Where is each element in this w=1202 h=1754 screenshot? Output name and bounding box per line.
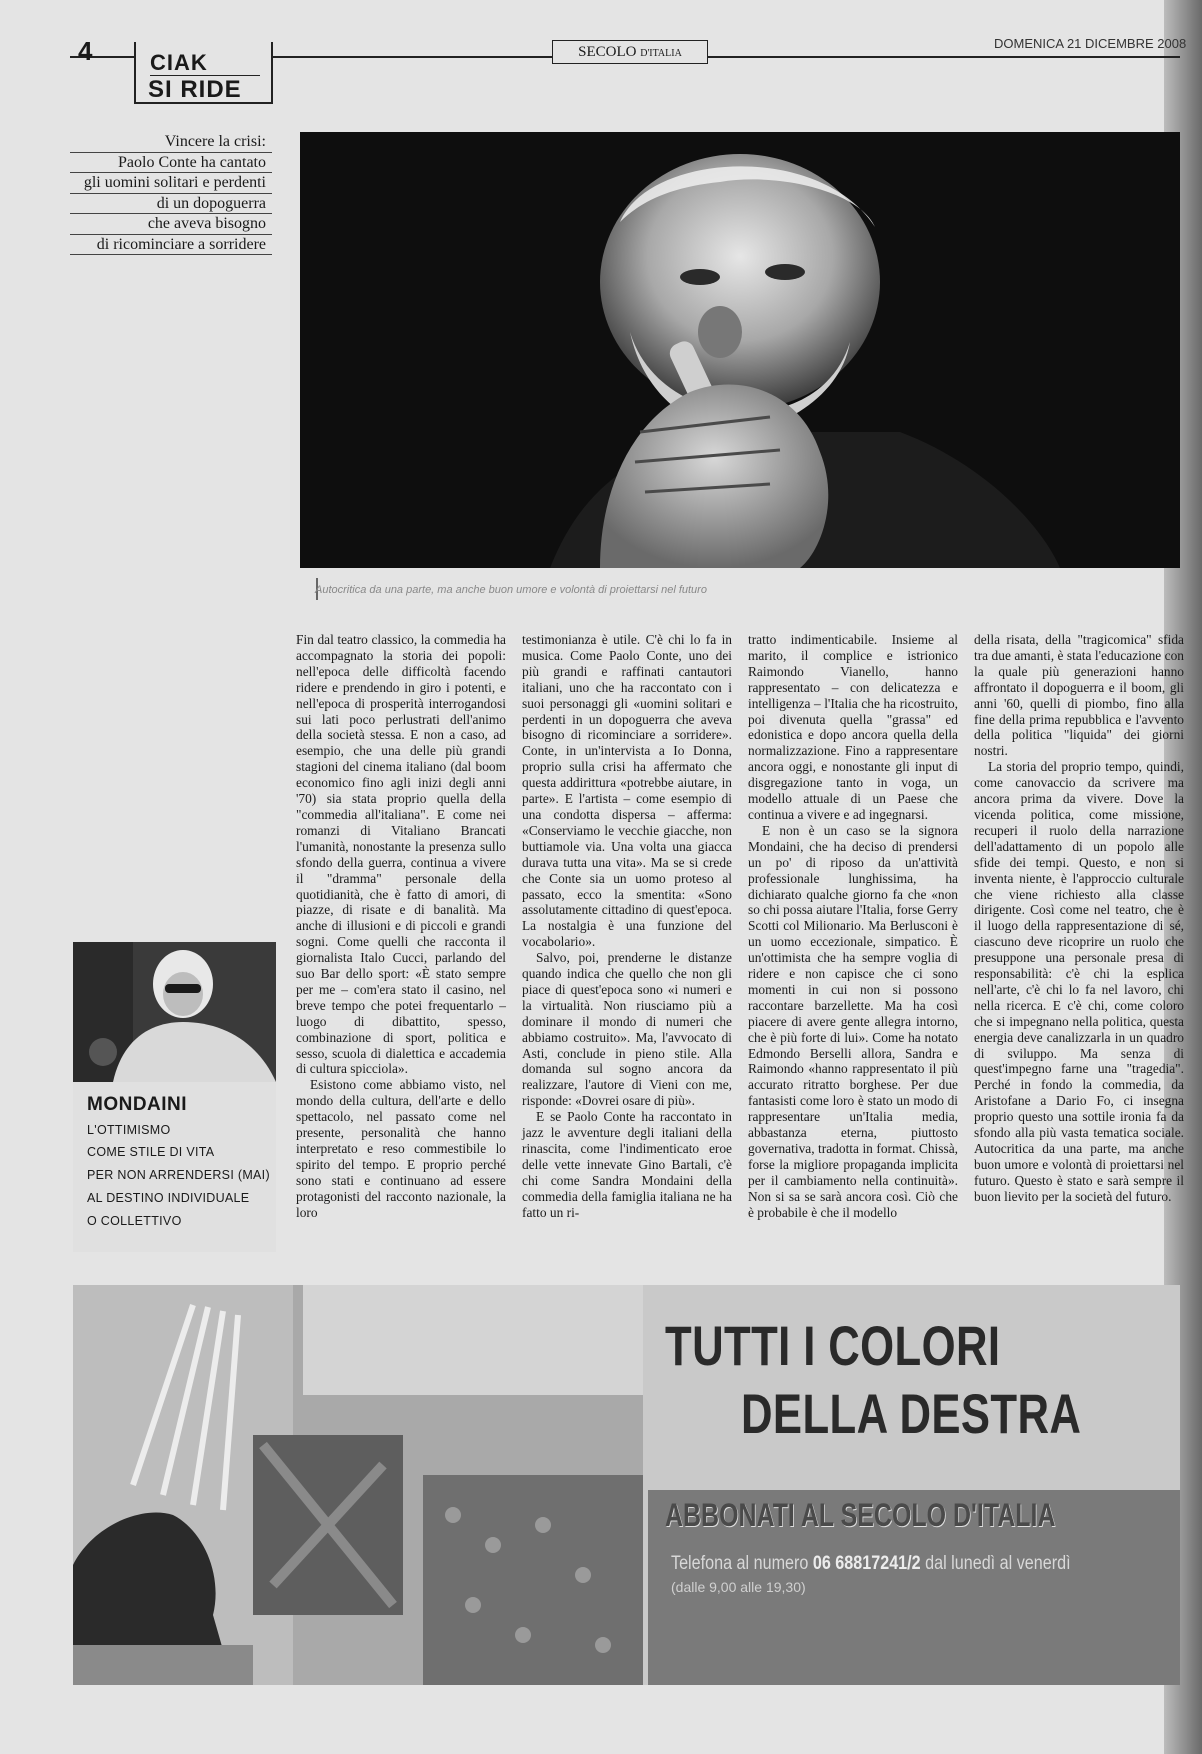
sidebar-line: L'OTTIMISMO — [87, 1123, 171, 1137]
paragraph: della risata, della "tragicomica" sfida tra due amanti, è stata l'educazione con la quale più generazioni hanno affrontato il dopoguerra e il boom, gli anni '60, quelli di piombo, fino alla fine della prima repubblica e l'avvento della politica "liquida" dei giorni nostri. — [974, 632, 1184, 759]
ad-headline-1: TUTTI I COLORI — [665, 1314, 1001, 1377]
article-column-2 — [522, 632, 732, 1221]
photo-caption: Autocritica da una parte, ma anche buon umore e volontà di proiettarsi nel futuro — [315, 584, 707, 596]
ad-collage-image — [73, 1285, 643, 1685]
quote-line: di ricominciare a sorridere — [70, 235, 272, 256]
quote-line: Vincere la crisi: — [70, 132, 272, 153]
ad-subtitle: ABBONATI AL SECOLO D'ITALIA — [665, 1497, 1056, 1533]
sidebar-line: PER NON ARRENDERSI (MAI) — [87, 1168, 270, 1182]
ad-phone-number: 06 68817241/2 — [812, 1553, 921, 1574]
mondaini-photo — [73, 942, 276, 1082]
ad-phone-prefix: Telefona al numero — [671, 1553, 809, 1574]
paragraph: Esistono come abbiamo visto, nel mondo della cultura, dell'arte e dello spettacolo, nel passato come nel presente, personalità che hanno interpretato e reso commestibile lo spirito del tempo. E proprio perché sono stati e continuano ad essere protagonisti del racconto nazionale, la loro — [296, 1077, 506, 1220]
quote-line: Paolo Conte ha cantato — [70, 153, 272, 174]
ad-headline-2: DELLA DESTRA — [741, 1382, 1082, 1445]
quote-line: gli uomini solitari e perdenti — [70, 173, 272, 194]
article-column-1 — [296, 632, 506, 1221]
singer-illustration — [300, 132, 1180, 568]
masthead-name: SECOLO — [578, 44, 637, 60]
ad-hours: (dalle 9,00 alle 19,30) — [671, 1579, 806, 1595]
paragraph: tratto indimenticabile. Insieme al marito, il complice e istrionico Raimondo Vianello, hanno rappresentato – con delicatezza e intelligenza – l'Italia che ha ricostruito, poi divenuta quella "grassa" ed edonistica e dopo ancora quella della normalizzazione. Fino a rappresentare ancora oggi, e nonostante gli input di disgregazione tanto in voga, un modello attuale di un Paese che continua a vivere e ad ingegnarsi. — [748, 632, 958, 822]
paragraph: E non è un caso se la signora Mondaini, che ha deciso di prendersi un po' di riposo da un'attività professionale lunghissima, ha dichiarato qualche giorno fa che «non so chi possa aiutare l'Italia, forse Gerry Scotti col Milionario. Ma Berlusconi è un uomo eccezionale, simpatico. È un'ottimista che ha sempre voglia di ridere e non capisce che ci sono momenti in cui non si possono raccontare barzellette. Ma ha così piacere di avere gente allegra intorno, che è più forte di lui». Come ha notato Edmondo Berselli allora, Sandra e Raimondo «hanno rappresentato il più accurato ritratto borghese. Per due fantasisti come loro è stato un modo di rappresentare un'Italia media, abbastanza eterna, piuttosto governativa, tradotta in format. Chissà, forse la migliore propaganda implicita per il cambiamento nella continuità». Non si sa se sarà ancora così. Ciò che è probabile è che il modello — [748, 822, 958, 1220]
main-photo — [300, 132, 1180, 568]
subscription-ad — [73, 1285, 1180, 1685]
paragraph: Fin dal teatro classico, la commedia ha accompagnato la storia dei popoli: nell'epoca delle difficoltà facendo ridere e prendendo in giro i potenti, e nell'epoca di prosperità interrogandosi sui lati poco perlustrati dell'animo della società stessa. E non a caso, ad esempio, che una delle più grandi stagioni del cinema italiano (dal boom economico fino agli inizi degli anni '70) sia stata proprio quella della "commedia all'italiana". E come nei romanzi di Vitaliano Brancati l'umanità, nonostante la presenza sullo sfondo della guerra, continua a vivere il "dramma" personale della quotidianità, che è fatto di amori, di piazze, di risate e di banalità. Ma anche di illusioni e di piccoli e grandi sogni. Come quelli che racconta il giornalista Italo Cucci, parlando del suo Bar dello sport: «È stato sempre per me – com'era stato il casino, nel breve tempo che potei frequentarlo – luogo di dibattito, spesso, combinazione di sport, politica e sesso, scuola di dialettica e accademia di cultura spicciola». — [296, 632, 506, 1077]
sidebar-line: AL DESTINO INDIVIDUALE — [87, 1191, 250, 1205]
section-title-line1: CIAK — [150, 50, 208, 75]
article-column-3 — [748, 632, 958, 1221]
sidebar-box — [73, 1082, 276, 1252]
article-column-4 — [974, 632, 1184, 1205]
ad-phone-suffix: dal lunedì al venerdì — [925, 1553, 1071, 1574]
sidebar-line: COME STILE DI VITA — [87, 1145, 215, 1159]
paragraph: E se Paolo Conte ha raccontato in jazz le avventure degli italiani della rinascita, come l'indimenticato eroe delle vette innevate Gino Bartali, c'è chi come Sandra Mondaini della commedia della famiglia italiana ne ha fatto un ri- — [522, 1109, 732, 1220]
paragraph: testimonianza è utile. C'è chi lo fa in musica. Come Paolo Conte, uno dei più grandi e raffinati cantautori italiani, uno che ha raccontato con i suoi personaggi gli «uomini solitari e perdenti in un dopoguerra che aveva bisogno di ricominciare a sorridere». Conte, in un'intervista a Io Donna, proprio sulla crisi ha affermato che questa addirittura «potrebbe aiutare, in parte». E l'artista – come esempio di una condotta dispersa – afferma: «Conserviamo le vecchie giacche, non buttiamole via. Una volta una giacca durava tutta una vita». Ma se si crede che Conte sia un uomo proteso al passato, ecco la smentita: «Sono assolutamente cittadino di quest'epoca. La nostalgia è una funzione del vocabolario». — [522, 632, 732, 950]
paragraph: Salvo, poi, prenderne le distanze quando indica che quello che non gli piace di quest'epoca sono «i numeri e la virtualità. Non riusciamo più a dominare il mondo di numeri che abbiamo costruito». Ma, l'avvocato di Asti, conclude in pieno stile. Alla domanda sul sogno ancora da realizzare, l'autore di Vieni con me, risponde: «Dovrei osare di più». — [522, 950, 732, 1109]
masthead — [552, 40, 708, 64]
dateline: DOMENICA 21 DICEMBRE 2008 — [994, 36, 1187, 51]
page-number: 4 — [78, 36, 93, 66]
masthead-small: D'ITALIA — [640, 48, 682, 59]
pull-quote — [70, 132, 272, 255]
quote-line: che aveva bisogno — [70, 214, 272, 235]
quote-line: di un dopoguerra — [70, 194, 272, 215]
portrait-illustration — [73, 942, 276, 1082]
sidebar-title: MONDAINI — [87, 1094, 188, 1115]
sidebar-line: O COLLETTIVO — [87, 1214, 182, 1228]
ad-phone — [671, 1553, 1071, 1575]
paragraph: La storia del proprio tempo, quindi, come canovaccio da scrivere ma ancora prima da vivere. Dove la vicenda politica, come missione, recuperi il ruolo della narrazione dell'adattamento di un popolo alle sfide dei tempi. Questo, e non si inventa niente, è l'approccio culturale che viene richiesto alla classe dirigente. Così come nel teatro, che è il luogo della rappresentazione di sé, ciascuno deve ricoprire un ruolo che presuppone una personale presa di responsabilità: c'è chi la esplica nell'arte, c'è chi lo fa nel lavoro, chi nella ricerca. E c'è chi, come coloro che si impegnano nella politica, questa energia deve canalizzarla in un quadro di sviluppo. Ma senza di quest'impegno farne una "tragedia". Perché in fondo la commedia, da Aristofane a Dario Fo, ci insegna proprio questo una sottile ironia fa da sfondo alla più vasta tematica sociale. Autocritica da una parte, ma anche buon umore e volontà di proiettarsi nel futuro. Questo è stato e sarà sempre il buon lievito per la società del futuro. — [974, 759, 1184, 1204]
section-title-line2: SI RIDE — [148, 76, 242, 103]
